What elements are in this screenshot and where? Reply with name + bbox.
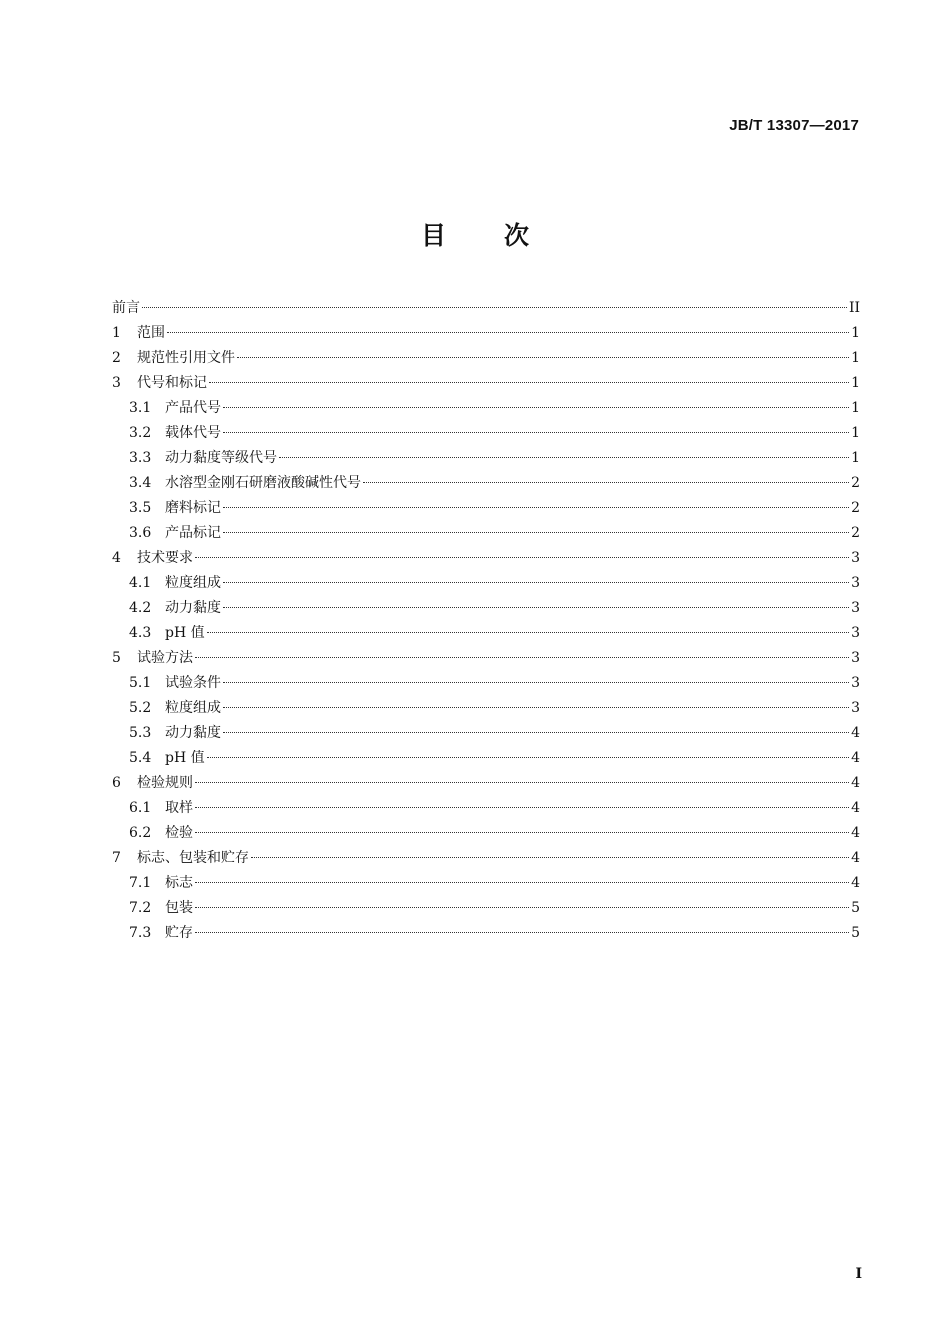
- toc-dot-leader: [223, 432, 849, 433]
- toc-entry-page: 1: [851, 325, 860, 341]
- toc-entry-number: 4.2: [129, 600, 152, 616]
- toc-entry-label: 载体代号: [165, 425, 221, 441]
- page-title-char-2: 次: [504, 221, 530, 250]
- toc-dot-leader: [223, 707, 849, 708]
- toc-entry-number: 6.2: [129, 825, 152, 841]
- toc-dot-leader: [363, 482, 849, 483]
- toc-entry-page: 5: [851, 900, 860, 916]
- toc-dot-leader: [237, 357, 849, 358]
- toc-entry-number: 3.4: [129, 475, 152, 491]
- toc-entry-page: 3: [851, 675, 860, 691]
- toc-entry-number: 2: [112, 350, 121, 366]
- toc-entry-label: 试验条件: [165, 675, 221, 691]
- toc-entry-label: 贮存: [165, 925, 193, 941]
- toc-entry[interactable]: [112, 621, 860, 646]
- toc-entry[interactable]: [112, 771, 860, 796]
- toc-entry-label: 标志: [165, 875, 193, 891]
- toc-dot-leader: [223, 532, 849, 533]
- toc-entry-page: 3: [851, 600, 860, 616]
- toc-entry-page: 2: [851, 500, 860, 516]
- toc-dot-leader: [195, 782, 849, 783]
- toc-entry[interactable]: [112, 596, 860, 621]
- toc-entry[interactable]: [112, 521, 860, 546]
- toc-dot-leader: [195, 807, 849, 808]
- toc-dot-leader: [195, 932, 849, 933]
- toc-dot-leader: [167, 332, 849, 333]
- toc-entry-number: 3.3: [129, 450, 152, 466]
- toc-entry[interactable]: [112, 496, 860, 521]
- toc-entry-number: 7: [112, 850, 121, 866]
- toc-entry[interactable]: [112, 846, 860, 871]
- table-of-contents: [112, 296, 860, 946]
- toc-entry-label: 水溶型金刚石研磨液酸碱性代号: [165, 475, 361, 491]
- toc-dot-leader: [209, 382, 849, 383]
- toc-entry-page: 1: [851, 375, 860, 391]
- toc-entry[interactable]: [112, 796, 860, 821]
- toc-entry-page: 2: [851, 525, 860, 541]
- toc-entry-label: 检验规则: [137, 775, 193, 791]
- toc-entry[interactable]: [112, 421, 860, 446]
- toc-entry-label: 粒度组成: [165, 575, 221, 591]
- toc-entry[interactable]: [112, 721, 860, 746]
- toc-entry-page: 4: [851, 775, 860, 791]
- toc-entry-label: 规范性引用文件: [137, 350, 235, 366]
- toc-dot-leader: [142, 307, 847, 308]
- toc-dot-leader: [223, 732, 849, 733]
- toc-dot-leader: [195, 832, 849, 833]
- toc-entry-number: 6.1: [129, 800, 152, 816]
- toc-dot-leader: [223, 582, 849, 583]
- toc-entry-page: II: [848, 300, 860, 316]
- toc-entry-label: 动力黏度: [165, 725, 221, 741]
- toc-entry-label: pH 值: [165, 625, 205, 641]
- toc-entry-label: pH 值: [165, 750, 205, 766]
- standard-code: JB/T 13307—2017: [729, 117, 859, 134]
- toc-entry-label: 范围: [137, 325, 165, 341]
- toc-entry-label: 标志、包装和贮存: [137, 850, 249, 866]
- toc-entry[interactable]: [112, 921, 860, 946]
- toc-entry[interactable]: [112, 871, 860, 896]
- toc-entry-number: 3.5: [129, 500, 152, 516]
- toc-dot-leader: [223, 407, 849, 408]
- toc-entry-label: 前言: [112, 300, 140, 316]
- toc-entry-number: 3.1: [129, 400, 152, 416]
- toc-dot-leader: [207, 757, 849, 758]
- toc-entry[interactable]: [112, 346, 860, 371]
- toc-entry[interactable]: [112, 646, 860, 671]
- toc-entry-page: 4: [851, 875, 860, 891]
- toc-entry-page: 1: [851, 450, 860, 466]
- toc-entry-number: 5.3: [129, 725, 152, 741]
- toc-entry-number: 3.2: [129, 425, 152, 441]
- toc-dot-leader: [279, 457, 849, 458]
- toc-dot-leader: [223, 682, 849, 683]
- toc-entry[interactable]: [112, 571, 860, 596]
- toc-entry-page: 2: [851, 475, 860, 491]
- toc-entry-page: 4: [851, 850, 860, 866]
- toc-entry[interactable]: [112, 696, 860, 721]
- toc-entry-label: 代号和标记: [137, 375, 207, 391]
- toc-entry-page: 1: [851, 425, 860, 441]
- toc-entry-label: 产品代号: [165, 400, 221, 416]
- toc-dot-leader: [195, 557, 849, 558]
- toc-entry-page: 4: [851, 800, 860, 816]
- toc-entry-number: 3.6: [129, 525, 152, 541]
- toc-entry-label: 磨料标记: [165, 500, 221, 516]
- toc-dot-leader: [207, 632, 849, 633]
- toc-entry-page: 3: [851, 625, 860, 641]
- toc-dot-leader: [195, 907, 849, 908]
- toc-entry-number: 5.1: [129, 675, 152, 691]
- toc-entry-page: 4: [851, 825, 860, 841]
- toc-entry[interactable]: [112, 396, 860, 421]
- toc-dot-leader: [195, 882, 849, 883]
- toc-entry[interactable]: [112, 746, 860, 771]
- toc-entry-number: 5.4: [129, 750, 152, 766]
- toc-dot-leader: [251, 857, 849, 858]
- toc-entry-number: 6: [112, 775, 121, 791]
- toc-entry-number: 7.3: [129, 925, 152, 941]
- toc-dot-leader: [223, 507, 849, 508]
- toc-entry-number: 4.1: [129, 575, 152, 591]
- toc-entry[interactable]: [112, 296, 860, 321]
- toc-entry[interactable]: [112, 321, 860, 346]
- toc-entry-page: 1: [851, 400, 860, 416]
- toc-entry-number: 5: [112, 650, 121, 666]
- toc-entry[interactable]: [112, 821, 860, 846]
- toc-entry-number: 3: [112, 375, 121, 391]
- toc-entry-label: 产品标记: [165, 525, 221, 541]
- toc-entry-label: 检验: [165, 825, 193, 841]
- toc-entry-page: 3: [851, 575, 860, 591]
- toc-entry-page: 3: [851, 550, 860, 566]
- toc-entry[interactable]: [112, 546, 860, 571]
- toc-entry-label: 动力黏度等级代号: [165, 450, 277, 466]
- toc-entry-label: 粒度组成: [165, 700, 221, 716]
- toc-entry-page: 4: [851, 725, 860, 741]
- toc-entry-number: 4.3: [129, 625, 152, 641]
- page-number: I: [855, 1266, 862, 1282]
- toc-entry-page: 3: [851, 700, 860, 716]
- toc-entry-page: 5: [851, 925, 860, 941]
- page-title: [0, 216, 950, 252]
- toc-dot-leader: [195, 657, 849, 658]
- toc-entry-page: 1: [851, 350, 860, 366]
- toc-entry-number: 5.2: [129, 700, 152, 716]
- page-title-char-1: 目: [420, 221, 446, 250]
- toc-entry-label: 试验方法: [137, 650, 193, 666]
- toc-entry[interactable]: [112, 446, 860, 471]
- toc-entry-page: 3: [851, 650, 860, 666]
- toc-entry-label: 包装: [165, 900, 193, 916]
- toc-entry-label: 取样: [165, 800, 193, 816]
- toc-entry-number: 1: [112, 325, 121, 341]
- toc-entry[interactable]: [112, 896, 860, 921]
- toc-entry-page: 4: [851, 750, 860, 766]
- toc-entry[interactable]: [112, 471, 860, 496]
- toc-dot-leader: [223, 607, 849, 608]
- toc-entry-number: 7.1: [129, 875, 152, 891]
- toc-entry-number: 7.2: [129, 900, 152, 916]
- toc-entry-label: 技术要求: [137, 550, 193, 566]
- toc-entry-label: 动力黏度: [165, 600, 221, 616]
- toc-entry[interactable]: [112, 671, 860, 696]
- toc-entry[interactable]: [112, 371, 860, 396]
- toc-entry-number: 4: [112, 550, 121, 566]
